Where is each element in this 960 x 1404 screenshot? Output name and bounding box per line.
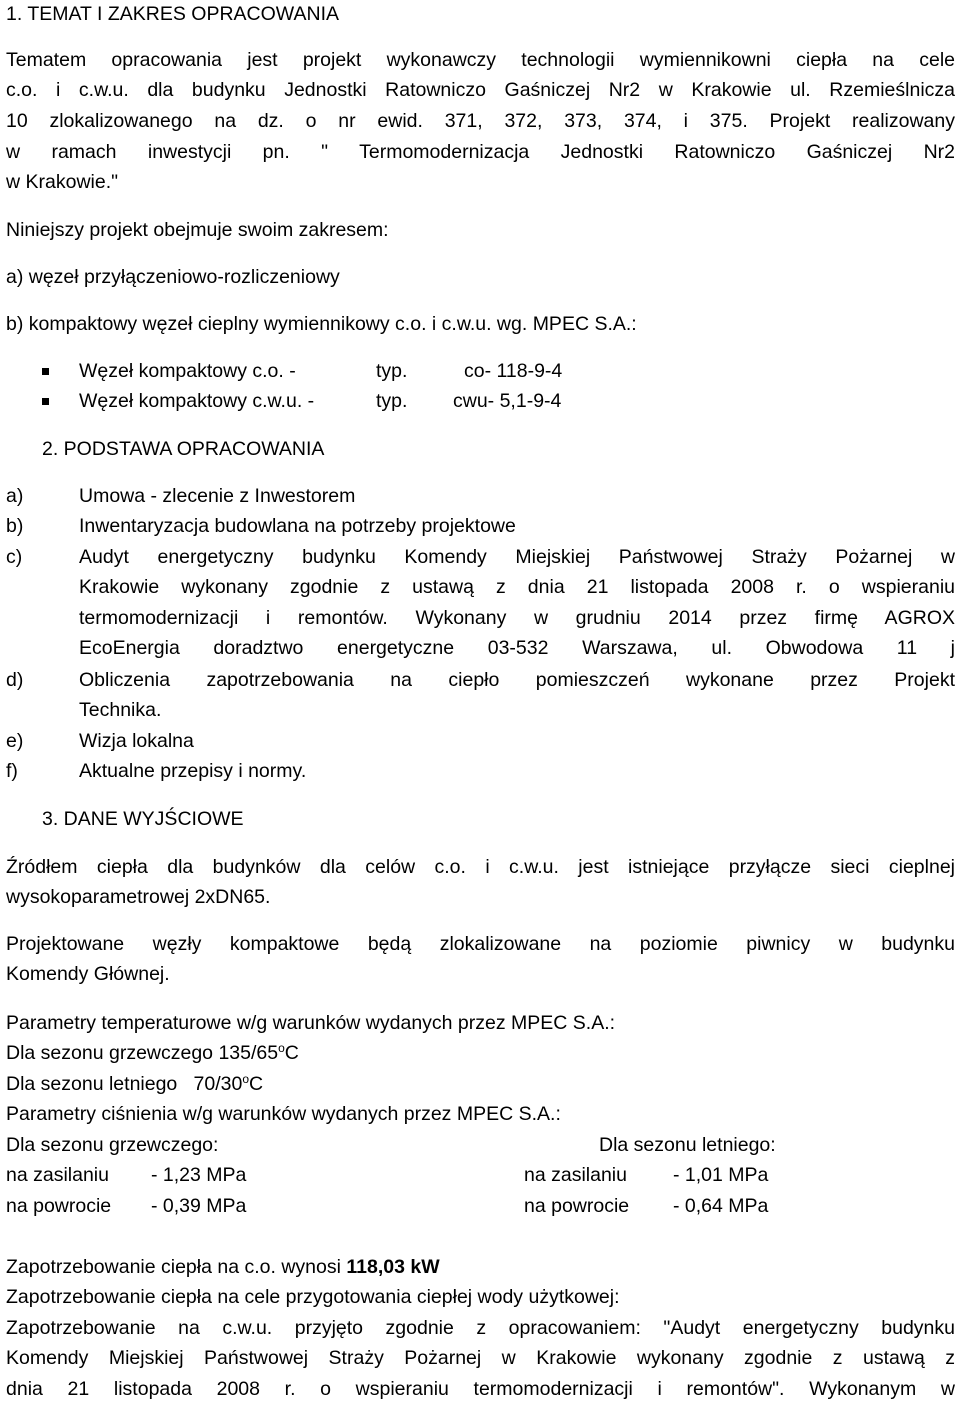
list-item-text: EcoEnergia doradztwo energetyczne 03-532 Warszawa, ul. Obwodowa 11 j: [79, 637, 955, 659]
paragraph-line: Komendy Miejskiej Państwowej Straży Pożarnej w Krakowie wykonany zgodnie z ustawą z: [6, 1347, 955, 1369]
paragraph-line: Tematem opracowania jest projekt wykonawczy technologii wymiennikowni ciepła na cele: [6, 49, 955, 71]
list-item-text: Technika.: [79, 699, 162, 721]
paragraph-line: Zapotrzebowanie na c.w.u. przyjęto zgodnie z opracowaniem: "Audyt energetyczny budynku: [6, 1317, 955, 1339]
node-type: typ.: [376, 360, 408, 382]
paragraph-line: dnia 21 listopada 2008 r. o wspieraniu termomodernizacji i remontów". Wykonanym w: [6, 1378, 955, 1400]
paragraph-line: c.o. i c.w.u. dla budynku Jednostki Ratowniczo Gaśniczej Nr2 w Krakowie ul. Rzemieślnicza: [6, 79, 955, 101]
demand-cwu: Zapotrzebowanie ciepła na cele przygotowania ciepłej wody użytkowej:: [6, 1286, 620, 1308]
list-label: f): [6, 760, 18, 782]
list-item-text: Umowa - zlecenie z Inwestorem: [79, 485, 356, 507]
paragraph-line: w Krakowie.": [6, 171, 119, 193]
section-heading-2: 2. PODSTAWA OPRACOWANIA: [42, 438, 325, 460]
bullet-square-icon: [42, 368, 49, 375]
summer-season-temperature: Dla sezonu letniego 70/30$^o$C: [6, 1072, 264, 1095]
supply-label: na zasilaniu: [524, 1164, 627, 1186]
list-item-text: Obliczenia zapotrzebowania na ciepło pomieszczeń wykonane przez Projekt: [79, 669, 955, 691]
section-heading-1: 1. TEMAT I ZAKRES OPRACOWANIA: [6, 3, 340, 25]
paragraph-line: Komendy Głównej.: [6, 963, 170, 985]
node-code: co- 118-9-4: [464, 360, 563, 382]
list-item-text: Audyt energetyczny budynku Komendy Miejskiej Państwowej Straży Pożarnej w: [79, 546, 955, 568]
summer-supply-value: - 1,01 MPa: [673, 1164, 769, 1186]
return-label: na powrocie: [6, 1195, 112, 1217]
list-label: a): [6, 485, 24, 507]
section-heading-3: 3. DANE WYJŚCIOWE: [42, 808, 244, 830]
return-label: na powrocie: [524, 1195, 630, 1217]
node-type: typ.: [376, 390, 408, 412]
heating-supply-value: - 1,23 MPa: [151, 1164, 247, 1186]
heating-return-value: - 0,39 MPa: [151, 1195, 247, 1217]
paragraph-line: Projektowane węzły kompaktowe będą zlokalizowane na poziomie piwnicy w budynku: [6, 933, 955, 955]
scope-item-a: a) węzeł przyłączeniowo-rozliczeniowy: [6, 266, 340, 288]
list-item-text: Wizja lokalna: [79, 730, 194, 752]
scope-intro: Niniejszy projekt obejmuje swoim zakresem:: [6, 219, 389, 241]
summer-season-header: Dla sezonu letniego:: [599, 1134, 776, 1156]
list-item-text: termomodernizacji i remontów. Wykonany w grudniu 2014 przez firmę AGROX: [79, 607, 955, 629]
supply-label: na zasilaniu: [6, 1164, 109, 1186]
list-label: c): [6, 546, 23, 568]
node-name: Węzeł kompaktowy c.o. -: [79, 360, 296, 382]
pressure-params-title: Parametry ciśnienia w/g warunków wydanych przez MPEC S.A.:: [6, 1103, 561, 1125]
list-item-text: Inwentaryzacja budowlana na potrzeby projektowe: [79, 515, 516, 537]
list-label: e): [6, 730, 24, 752]
list-label: d): [6, 669, 24, 691]
demand-co-value: 118,03 kW: [346, 1256, 440, 1278]
heating-season-temperature: Dla sezonu grzewczego 135/65$^o$C: [6, 1041, 299, 1064]
bullet-square-icon: [42, 398, 49, 405]
temperature-params-title: Parametry temperaturowe w/g warunków wydanych przez MPEC S.A.:: [6, 1012, 616, 1034]
paragraph-line: wysokoparametrowej 2xDN65.: [6, 886, 271, 908]
scope-item-b: b) kompaktowy węzeł cieplny wymiennikowy c.o. i c.w.u. wg. MPEC S.A.:: [6, 313, 637, 335]
paragraph-line: Źródłem ciepła dla budynków dla celów c.o. i c.w.u. jest istniejące przyłącze sieci cieplnej: [6, 856, 955, 878]
node-code: cwu- 5,1-9-4: [453, 390, 562, 412]
list-item-text: Aktualne przepisy i normy.: [79, 760, 307, 782]
node-name: Węzeł kompaktowy c.w.u. -: [79, 390, 315, 412]
list-label: b): [6, 515, 24, 537]
paragraph-line: 10 zlokalizowanego na dz. o nr ewid. 371, 372, 373, 374, i 375. Projekt realizowany: [6, 110, 955, 132]
paragraph-line: w ramach inwestycji pn. " Termomodernizacja Jednostki Ratowniczo Gaśniczej Nr2: [6, 141, 955, 163]
list-item-text: Krakowie wykonany zgodnie z ustawą z dnia 21 listopada 2008 r. o wspieraniu: [79, 576, 955, 598]
heating-season-header: Dla sezonu grzewczego:: [6, 1134, 219, 1156]
summer-return-value: - 0,64 MPa: [673, 1195, 769, 1217]
demand-co: Zapotrzebowanie ciepła na c.o. wynosi 118,03 kW: [6, 1256, 440, 1278]
